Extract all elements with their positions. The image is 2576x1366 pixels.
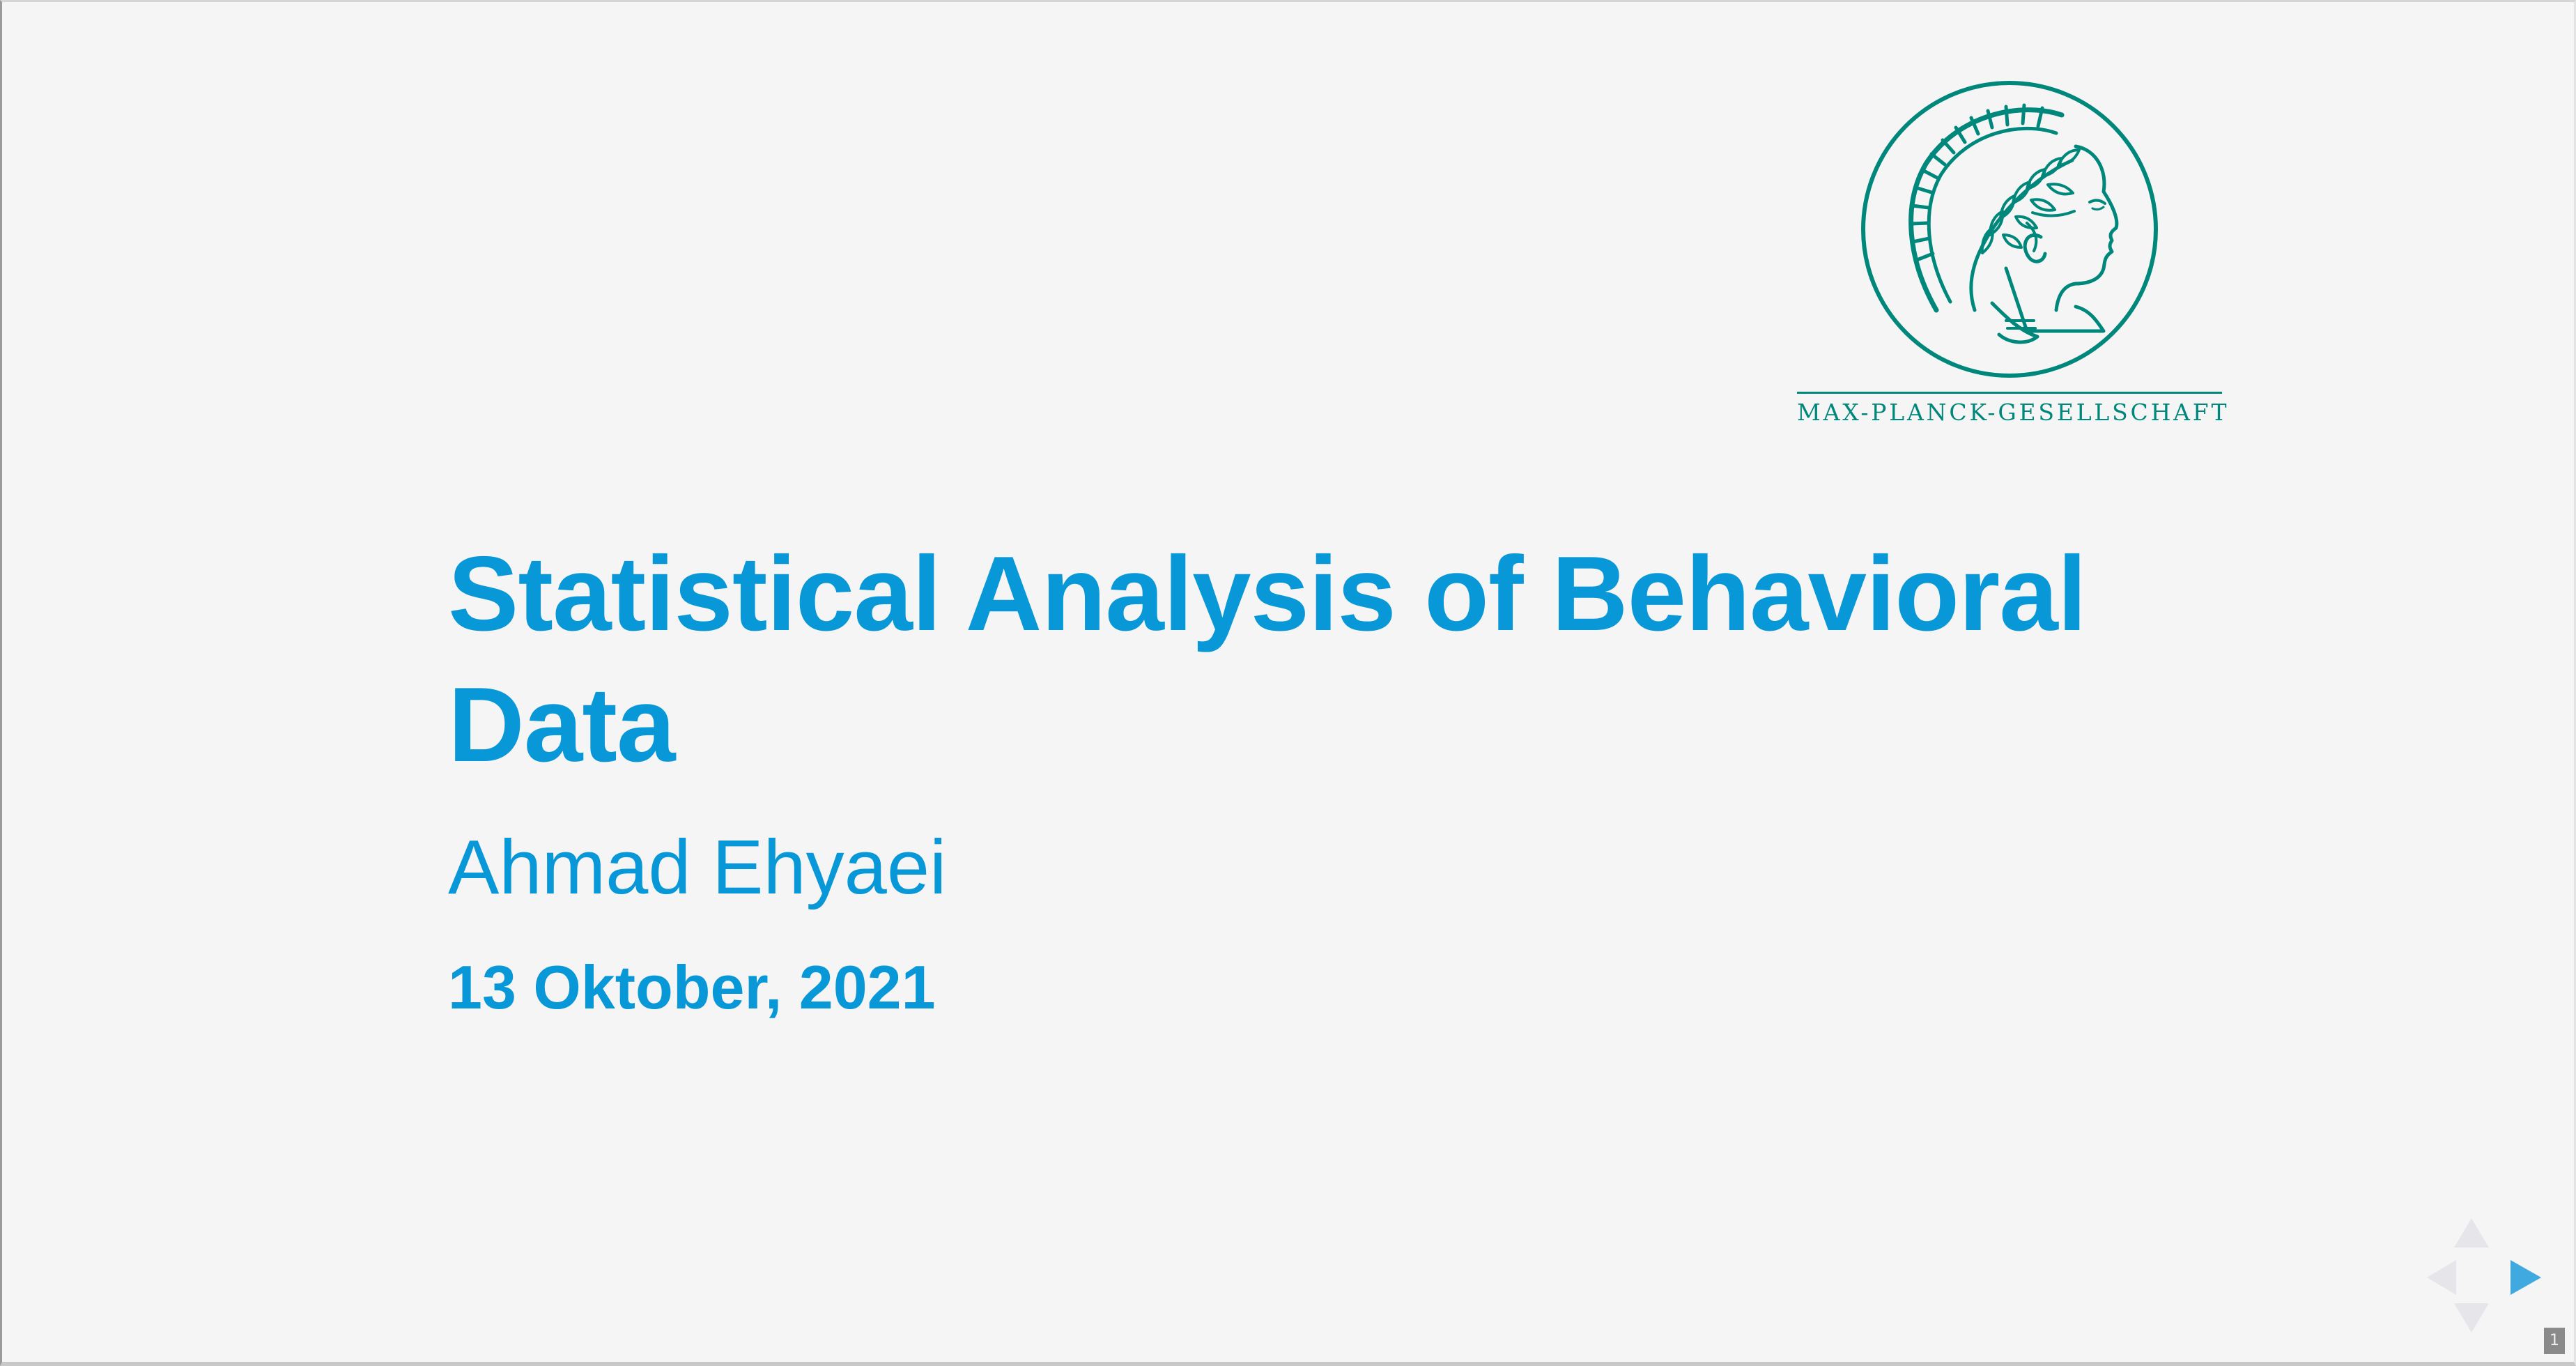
slide-date: 13 Oktober, 2021	[448, 953, 936, 1022]
nav-left-icon[interactable]	[2427, 1260, 2456, 1295]
minerva-emblem-icon	[1797, 80, 2222, 387]
slide-title: Statistical Analysis of Behavioral Data	[448, 535, 2087, 784]
nav-up-icon[interactable]	[2454, 1218, 2489, 1248]
nav-right-icon[interactable]	[2511, 1260, 2541, 1295]
logo-divider	[1797, 392, 2222, 394]
slide-navigation	[2423, 1215, 2549, 1340]
slide-author: Ahmad Ehyaei	[448, 824, 947, 910]
nav-down-icon[interactable]	[2454, 1303, 2489, 1333]
max-planck-logo	[1797, 80, 2230, 429]
logo-wordmark: MAX-PLANCK-GESELLSCHAFT	[1797, 399, 2230, 426]
slide-number: 1	[2544, 1328, 2565, 1354]
